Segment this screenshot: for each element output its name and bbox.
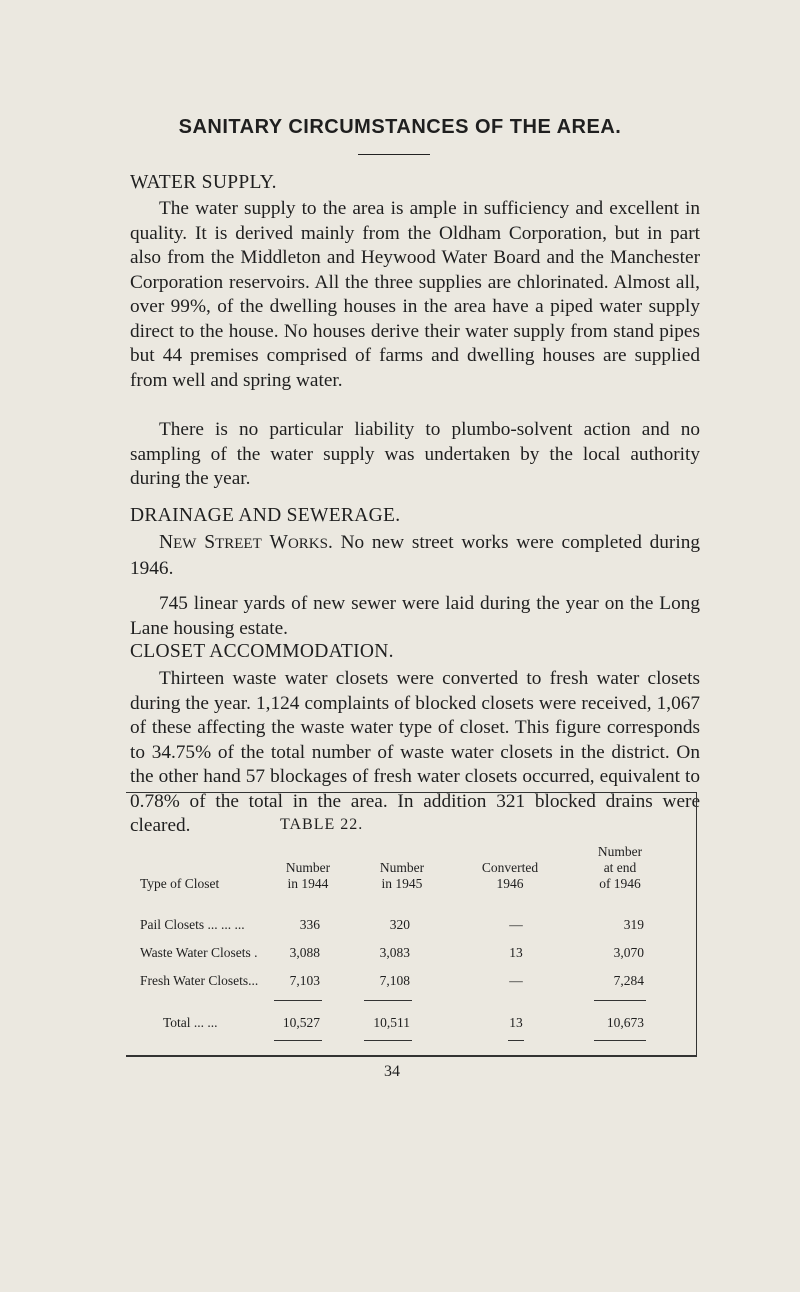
header-line: at end bbox=[603, 860, 637, 875]
row-label-pail: Pail Closets ... ... ... bbox=[140, 917, 245, 932]
cell-total-end: 10,673 bbox=[606, 1015, 644, 1030]
header-line: 1946 bbox=[496, 876, 524, 891]
column-header-1945 bbox=[362, 860, 442, 892]
cell-total-converted: 13 bbox=[509, 1015, 523, 1030]
header-line: Number bbox=[285, 860, 331, 875]
column-header-1944 bbox=[266, 860, 350, 892]
cell-pail-converted: — bbox=[509, 917, 523, 932]
sum-rule bbox=[274, 1000, 322, 1001]
drainage-paragraph-2 bbox=[130, 592, 700, 641]
cell-pail-1945: 320 bbox=[389, 917, 410, 932]
paragraph-text: There is no particular liability to plumbo-solvent action and no sampling of the water supply was undertaken by the local authority during the year. bbox=[130, 419, 700, 489]
row-label-fresh-water: Fresh Water Closets... bbox=[140, 973, 259, 988]
table-caption: TABLE 22. bbox=[280, 816, 364, 833]
cell-fresh-water-1945: 7,108 bbox=[379, 973, 410, 988]
cell-total-1944: 10,527 bbox=[282, 1015, 320, 1030]
header-line: Number bbox=[597, 844, 643, 859]
water-supply-heading: WATER SUPPLY. bbox=[130, 172, 277, 193]
column-header-type: Type of Closet bbox=[140, 876, 220, 891]
cell-fresh-water-converted: — bbox=[509, 973, 523, 988]
cell-fresh-water-end: 7,284 bbox=[613, 973, 644, 988]
paragraph-text: Thirteen waste water closets were converted to fresh water closets during the year. 1,124 complaints of blocked closets were received, 1,067 of these affecting the waste water type of closet. This figure corresponds to 34.75% of the total number of waste water closets in the district. On the other hand 57 blockages of fresh water closets occurred, equivalent to 0.78% of the total in the area. In addition 321 blocked drains were cleared. bbox=[130, 668, 700, 836]
page-title: SANITARY CIRCUMSTANCES OF THE AREA. bbox=[178, 116, 622, 138]
subheading-smallcaps: ORKS bbox=[287, 536, 328, 552]
total-rule bbox=[274, 1040, 322, 1041]
subheading-initial: N bbox=[159, 532, 174, 553]
total-rule bbox=[364, 1040, 412, 1041]
cell-total-1945: 10,511 bbox=[373, 1015, 410, 1030]
subheading-smallcaps: TREET bbox=[215, 536, 262, 552]
header-line: of 1946 bbox=[599, 876, 641, 891]
column-header-end-1946 bbox=[580, 844, 660, 892]
cell-waste-water-converted: 13 bbox=[509, 945, 523, 960]
sum-rule bbox=[594, 1000, 646, 1001]
cell-waste-water-end: 3,070 bbox=[613, 945, 644, 960]
drainage-sewerage-heading: DRAINAGE AND SEWERAGE. bbox=[130, 505, 401, 526]
row-label-waste-water: Waste Water Closets . bbox=[140, 945, 258, 960]
paragraph-text bbox=[130, 531, 700, 581]
paragraph-body: . No new street works were completed during 1946. bbox=[130, 532, 700, 579]
page-number: 34 bbox=[384, 1063, 400, 1080]
closet-accommodation-heading: CLOSET ACCOMMODATION. bbox=[130, 641, 394, 662]
cell-waste-water-1944: 3,088 bbox=[289, 945, 320, 960]
water-supply-paragraph-1 bbox=[130, 197, 700, 393]
cell-fresh-water-1944: 7,103 bbox=[289, 973, 320, 988]
column-header-converted bbox=[468, 860, 552, 892]
total-rule bbox=[594, 1040, 646, 1041]
subheading-initial: W bbox=[269, 532, 288, 553]
title-rule bbox=[358, 154, 430, 155]
header-line: Number bbox=[379, 860, 425, 875]
header-line: in 1944 bbox=[287, 876, 329, 891]
header-line: in 1945 bbox=[381, 876, 423, 891]
paragraph-text: 745 linear yards of new sewer were laid during the year on the Long Lane housing estate. bbox=[130, 593, 700, 639]
sum-rule bbox=[364, 1000, 412, 1001]
cell-waste-water-1945: 3,083 bbox=[379, 945, 410, 960]
total-rule bbox=[508, 1040, 524, 1041]
subheading-smallcaps: EW bbox=[173, 536, 197, 552]
water-supply-paragraph-2 bbox=[130, 418, 700, 492]
drainage-paragraph-1 bbox=[130, 531, 700, 581]
subheading-initial: S bbox=[204, 532, 216, 553]
row-label-total: Total ... ... bbox=[163, 1015, 218, 1030]
cell-pail-1944: 336 bbox=[299, 917, 320, 932]
paragraph-text: The water supply to the area is ample in sufficiency and excellent in quality. It is derived mainly from the Oldham Corporation, but in part also from the Middleton and Heywood Water Board and the Manchester Corporation reservoirs. All the three supplies are chlorinated. Almost all, over 99%, of the dwelling houses in the area have a piped water supply direct to the house. No houses derive their water supply from stand pipes but 44 premises comprised of farms and dwelling houses are supplied from well and spring water. bbox=[130, 198, 700, 391]
header-line: Converted bbox=[481, 860, 539, 875]
cell-pail-end: 319 bbox=[623, 917, 644, 932]
